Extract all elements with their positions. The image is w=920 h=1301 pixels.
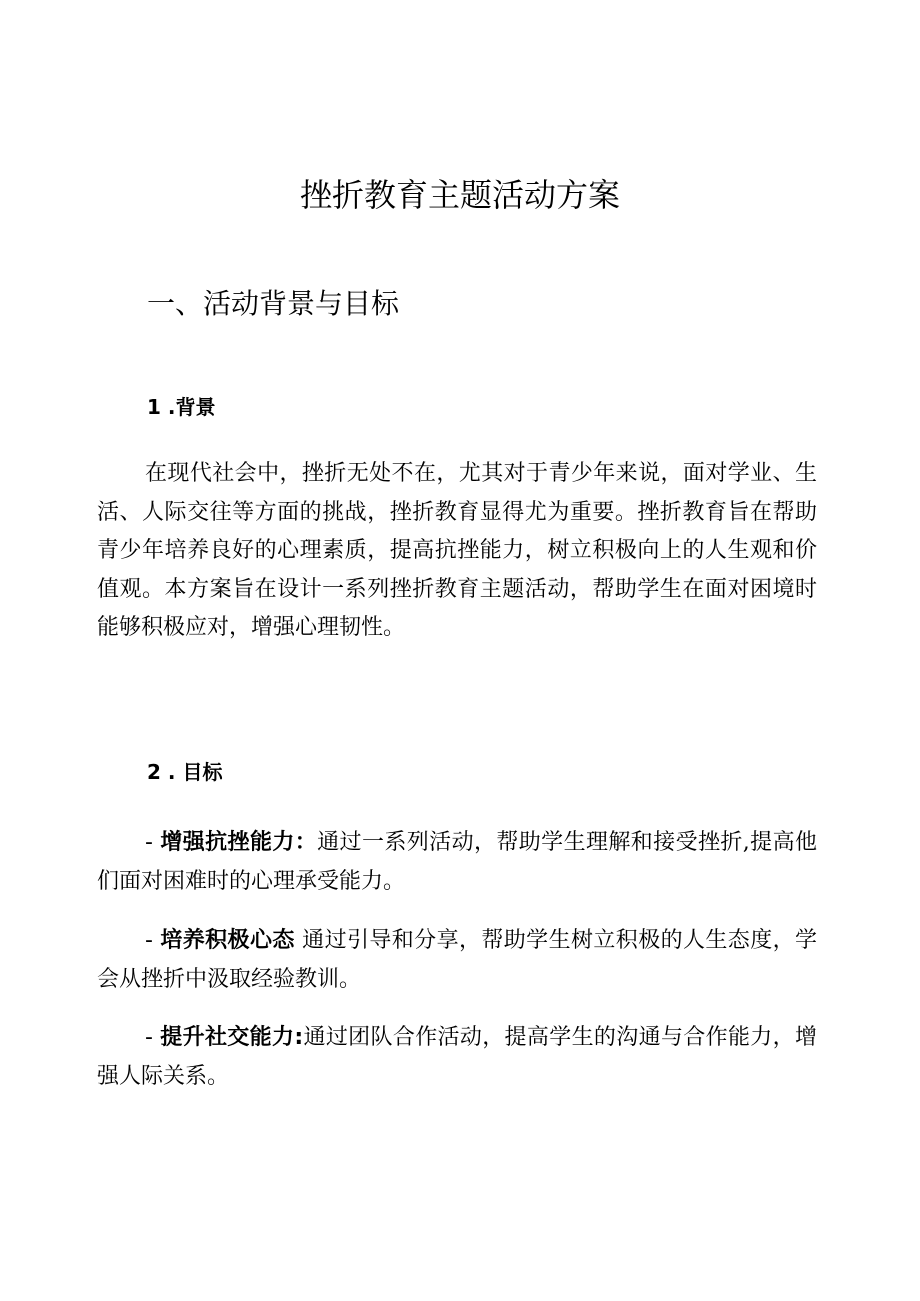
goal-dash: -	[145, 830, 161, 855]
background-paragraph: 在现代社会中，挫折无处不在，尤其对于青少年来说，面对学业、生活、人际交往等方面的挑战，挫折教育显得尤为重要。挫折教育旨在帮助青少年培养良好的心理素质，提高抗挫能力，树立积极向上的人生观和价值观。本方案旨在设计一系列挫折教育主题活动，帮助学生在面对困境时能够积极应对，增强心理韧性。	[97, 461, 817, 640]
goal-dash: -	[145, 1025, 161, 1050]
document-title: 挫折教育主题活动方案	[299, 176, 620, 214]
goal-label: 培养积极心态	[160, 928, 295, 953]
section-heading-background-and-goals: 一、活动背景与目标	[147, 287, 400, 320]
goal-text: 通过团队合作活动，提高学生的沟通与合作能力，增强人际关系。	[97, 1025, 817, 1089]
subheading-background: 1 .背景	[147, 395, 216, 419]
goal-item-positive-mindset	[97, 922, 817, 999]
goal-item-social-skills	[97, 1019, 817, 1096]
goal-text: 通过一系列活动，帮助学生理解和接受挫折,提高他们面对困难时的心理承受能力。	[97, 830, 817, 894]
goal-item-resilience	[97, 824, 817, 901]
goal-text: 通过引导和分享，帮助学生树立积极的人生态度，学会从挫折中汲取经验教训。	[97, 928, 817, 992]
goal-dash: -	[145, 928, 161, 953]
goal-label: 提升社交能力:	[160, 1025, 304, 1050]
subheading-goals: 2 . 目标	[147, 760, 223, 784]
goal-label: 增强抗挫能力：	[160, 830, 318, 855]
